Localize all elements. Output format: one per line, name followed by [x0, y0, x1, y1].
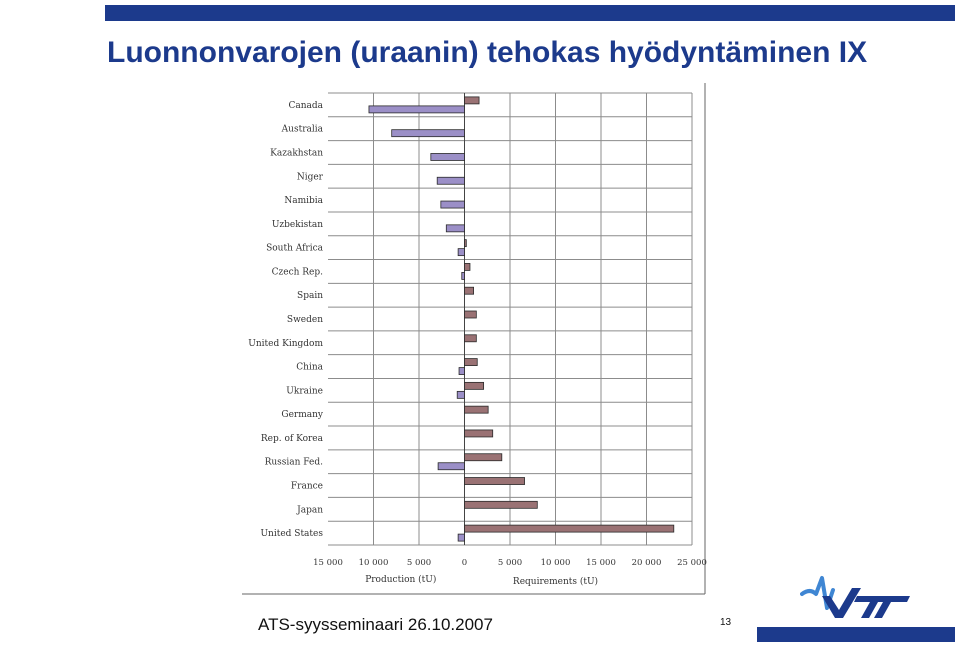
bottom-accent-bar: [757, 627, 955, 642]
footer-text: ATS-syysseminaari 26.10.2007: [258, 615, 493, 634]
requirements-bar: [465, 287, 474, 294]
x-tick-label: 15 000: [313, 558, 343, 568]
requirements-bar: [465, 430, 493, 437]
production-bar: [458, 534, 464, 541]
x-tick-label: 0: [461, 558, 468, 568]
country-label: Czech Rep.: [271, 267, 323, 278]
country-label: Japan: [297, 505, 323, 516]
production-bar: [458, 249, 464, 256]
country-label: South Africa: [266, 243, 323, 254]
production-bar: [462, 272, 465, 279]
country-label: Kazakhstan: [270, 148, 323, 159]
country-label: Sweden: [286, 315, 323, 325]
production-bar: [437, 177, 464, 184]
x-tick-label: 5 000: [406, 558, 432, 568]
requirements-bar: [465, 311, 477, 318]
production-bar: [441, 201, 465, 208]
production-bar: [459, 368, 464, 375]
production-bar: [392, 130, 465, 137]
x-tick-label: 15 000: [586, 558, 616, 568]
x-tick-label: 25 000: [677, 558, 707, 568]
requirements-bar: [465, 525, 674, 532]
chart-svg: [240, 83, 708, 596]
uranium-chart: [240, 83, 708, 596]
requirements-axis-label: Requirements (tU): [512, 577, 599, 587]
requirements-bar: [465, 263, 470, 270]
country-label: Ukraine: [286, 386, 323, 397]
requirements-bar: [465, 335, 477, 342]
page-number: 13: [720, 617, 732, 628]
requirements-bar: [465, 478, 525, 485]
requirements-bar: [465, 454, 502, 461]
country-label: Canada: [288, 100, 323, 111]
production-bar: [369, 106, 465, 113]
requirements-bar: [465, 359, 478, 366]
country-label: United Kingdom: [248, 338, 323, 349]
requirements-bar: [465, 406, 489, 413]
requirements-bar: [465, 240, 467, 247]
country-label: Germany: [281, 410, 323, 421]
top-accent-bar: [105, 5, 955, 21]
x-tick-label: 10 000: [540, 558, 571, 568]
country-label: Australia: [281, 124, 323, 135]
requirements-bar: [465, 382, 484, 389]
production-bar: [438, 463, 464, 470]
production-bar: [446, 225, 464, 232]
x-tick-label: 5 000: [497, 558, 523, 568]
country-label: Niger: [296, 172, 323, 183]
country-label: Uzbekistan: [271, 219, 323, 230]
country-label: Rep. of Korea: [260, 433, 323, 444]
requirements-bar: [465, 97, 480, 104]
country-label: Namibia: [284, 196, 323, 207]
country-label: Spain: [297, 291, 323, 302]
country-label: China: [296, 362, 323, 373]
vtt-logo: [800, 574, 915, 620]
country-label: France: [290, 481, 323, 492]
x-tick-label: 10 000: [358, 558, 389, 568]
production-axis-label: Production (tU): [365, 575, 437, 585]
requirements-bar: [465, 501, 538, 508]
country-label: United States: [260, 529, 323, 540]
slide-title: Luonnonvarojen (uraanin) tehokas hyödyntäminen IX: [107, 36, 868, 69]
x-tick-label: 20 000: [631, 558, 662, 568]
production-bar: [431, 153, 465, 160]
production-bar: [457, 391, 464, 398]
country-label: Russian Fed.: [264, 457, 323, 468]
